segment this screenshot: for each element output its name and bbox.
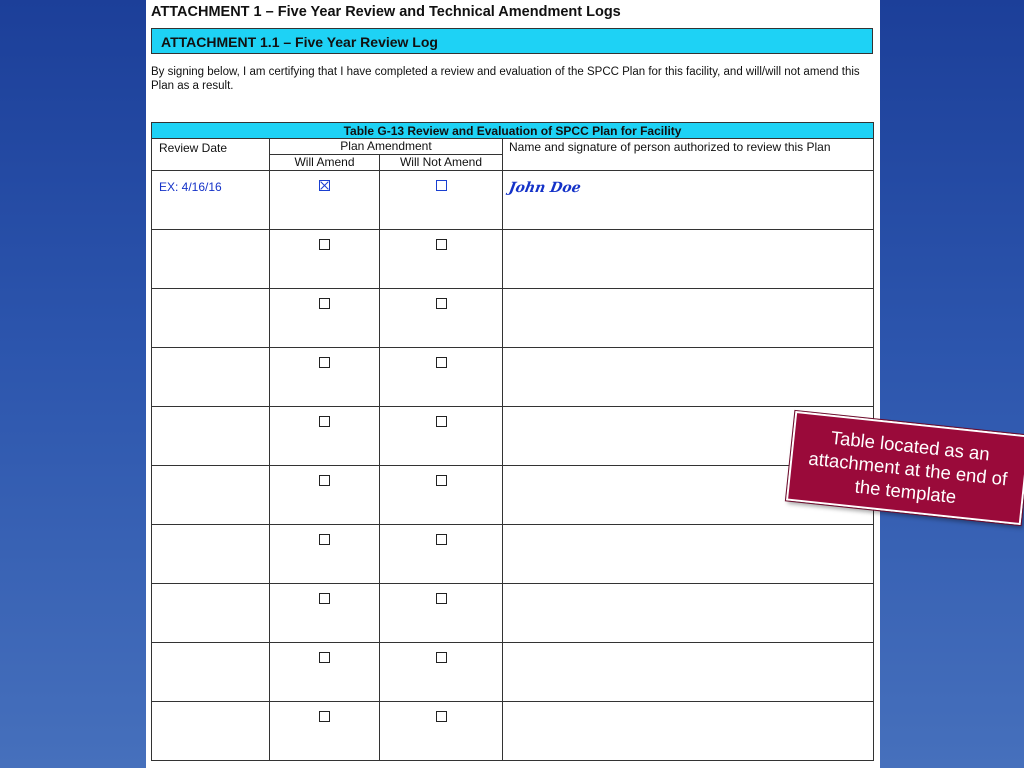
will-amend-checkbox[interactable] [319,298,330,309]
signature-text: John Doe [507,180,583,196]
will-amend-checkbox[interactable] [319,357,330,368]
review-date-cell[interactable] [152,230,270,289]
review-date-cell[interactable] [152,348,270,407]
review-date-cell[interactable] [152,407,270,466]
will-not-amend-cell [380,230,503,289]
will-not-amend-checkbox[interactable] [436,593,447,604]
section-banner [151,28,873,54]
will-not-amend-cell [380,289,503,348]
signature-cell[interactable] [503,643,874,702]
section-title: ATTACHMENT 1.1 – Five Year Review Log [161,34,438,50]
signature-cell[interactable] [503,702,874,761]
will-amend-checkbox[interactable] [319,475,330,486]
review-date-cell[interactable]: EX: 4/16/16 [152,171,270,230]
will-amend-cell [270,584,380,643]
will-amend-cell [270,171,380,230]
review-date-cell[interactable] [152,584,270,643]
review-date-cell[interactable] [152,289,270,348]
will-amend-cell [270,525,380,584]
will-not-amend-cell [380,171,503,230]
will-amend-checkbox[interactable] [319,652,330,663]
will-not-amend-checkbox[interactable] [436,357,447,368]
will-amend-checkbox[interactable] [319,593,330,604]
table-caption: Table G-13 Review and Evaluation of SPCC Plan for Facility [152,123,874,139]
table-row [152,171,874,230]
will-not-amend-cell [380,407,503,466]
will-not-amend-cell [380,466,503,525]
table-row [152,348,874,407]
will-not-amend-checkbox[interactable] [436,475,447,486]
header-will-amend: Will Amend [270,155,380,171]
will-not-amend-checkbox[interactable] [436,239,447,250]
will-amend-cell [270,348,380,407]
table-row [152,407,874,466]
will-not-amend-checkbox[interactable] [436,180,447,191]
will-not-amend-checkbox[interactable] [436,416,447,427]
table-row [152,525,874,584]
document-page [146,0,880,768]
will-amend-cell [270,407,380,466]
will-not-amend-checkbox[interactable] [436,711,447,722]
header-plan-amendment: Plan Amendment [270,139,503,155]
signature-cell[interactable] [503,230,874,289]
will-not-amend-checkbox[interactable] [436,652,447,663]
will-amend-cell [270,643,380,702]
table-row [152,702,874,761]
review-date-cell[interactable] [152,525,270,584]
page-title: ATTACHMENT 1 – Five Year Review and Technical Amendment Logs [151,4,621,20]
signature-cell[interactable] [503,348,874,407]
will-amend-checkbox[interactable] [319,239,330,250]
header-name-signature: Name and signature of person authorized to review this Plan [503,139,874,171]
will-not-amend-cell [380,584,503,643]
will-amend-cell [270,289,380,348]
will-amend-checkbox[interactable] [319,711,330,722]
signature-cell[interactable] [503,289,874,348]
will-not-amend-checkbox[interactable] [436,298,447,309]
will-amend-checkbox[interactable] [319,416,330,427]
review-log-table [151,122,874,761]
table-row [152,289,874,348]
signature-cell[interactable] [503,171,874,230]
will-not-amend-cell [380,702,503,761]
will-amend-cell [270,702,380,761]
will-not-amend-cell [380,525,503,584]
will-amend-cell [270,230,380,289]
table-row [152,643,874,702]
table-row [152,584,874,643]
header-review-date: Review Date [152,139,270,171]
will-not-amend-cell [380,348,503,407]
table-row [152,230,874,289]
will-not-amend-cell [380,643,503,702]
review-date-cell[interactable] [152,702,270,761]
will-amend-checkbox[interactable] [319,180,330,191]
will-amend-checkbox[interactable] [319,534,330,545]
header-will-not-amend: Will Not Amend [380,155,503,171]
review-date-cell[interactable] [152,466,270,525]
will-not-amend-checkbox[interactable] [436,534,447,545]
will-amend-cell [270,466,380,525]
table-row [152,466,874,525]
signature-cell[interactable] [503,584,874,643]
callout-text: Table located as an attachment at the end of the template [807,426,1009,507]
signature-cell[interactable] [503,525,874,584]
intro-paragraph: By signing below, I am certifying that I have completed a review and evaluation of the SPCC Plan for this facility, and will/will not amend this Plan as a result. [151,66,860,92]
review-date-cell[interactable] [152,643,270,702]
